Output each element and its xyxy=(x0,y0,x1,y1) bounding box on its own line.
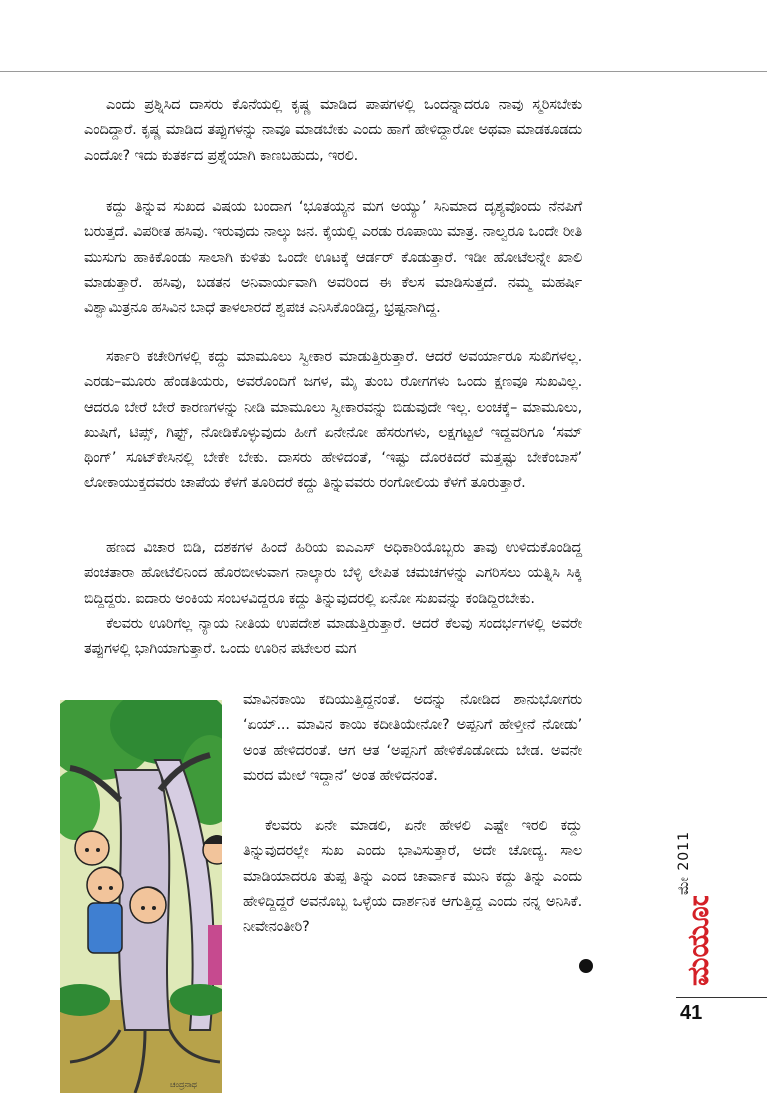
issue-date: ಮೇ 2011 xyxy=(676,831,692,895)
article-paragraph-5: ಕೆಲವರು ಊರಿಗೆಲ್ಲ ನ್ಯಾಯ ನೀತಿಯ ಉಪದೇಶ ಮಾಡುತ್ತಿರುತ್ತಾರೆ. ಆದರೆ ಕೆಲವು ಸಂದರ್ಭಗಳಲ್ಲಿ ಅವರೇ ತಪ್ಪುಗಳಲ್ಲಿ ಭಾಗಿಯಾಗುತ್ತಾರೆ. ಒಂದು ಊರಿನ ಪಟೇಲರ ಮಗ xyxy=(84,616,582,658)
end-of-article-bullet xyxy=(579,959,593,973)
header-divider xyxy=(0,71,767,72)
artist-signature: ಚಂದ್ರನಾಥ xyxy=(170,1080,197,1089)
tree-children-illustration xyxy=(60,700,222,1093)
magazine-logo xyxy=(678,896,714,992)
magazine-name: ಮಯೂರ xyxy=(681,896,714,986)
article-paragraph-1: ಎಂದು ಪ್ರಶ್ನಿಸಿದ ದಾಸರು ಕೊನೆಯಲ್ಲಿ ಕೃಷ್ಣ ಮಾಡಿದ ಪಾಪಗಳಲ್ಲಿ ಒಂದನ್ನಾದರೂ ನಾವು ಸ್ಮರಿಸಬೇಕು ಎಂದಿದ್ದಾರೆ. ಕೃಷ್ಣ ಮಾಡಿದ ತಪ್ಪುಗಳನ್ನು ನಾವೂ ಮಾಡಬೇಕು ಎಂದು ಹಾಗೆ ಹೇಳಿದ್ದಾರೋ ಅಥವಾ ಮಾಡಕೂಡದು ಎಂದೋ? ಇದು ಕುತರ್ಕದ ಪ್ರಶ್ನೆಯಾಗಿ ಕಾಣಬಹುದು, ಇರಲಿ. xyxy=(84,97,582,164)
footer-divider xyxy=(676,997,767,998)
illustration-drawing xyxy=(60,700,222,1093)
article-paragraph-4: ಹಣದ ವಿಚಾರ ಬಿಡಿ, ದಶಕಗಳ ಹಿಂದೆ ಹಿರಿಯ ಐಎಎಸ್ ಅಧಿಕಾರಿಯೊಬ್ಬರು ತಾವು ಉಳಿದುಕೊಂಡಿದ್ದ ಪಂಚತಾರಾ ಹೋಟೆಲಿನಿಂದ ಹೊರಬೀಳುವಾಗ ನಾಲ್ಕಾರು ಬೆಳ್ಳಿ ಲೇಪಿತ ಚಮಚಗಳನ್ನು ಎಗರಿಸಲು ಯತ್ನಿಸಿ ಸಿಕ್ಕಿ ಬಿದ್ದಿದ್ದರು. ಐದಾರು ಅಂಕಿಯ ಸಂಬಳವಿದ್ದರೂ ಕದ್ದು ತಿನ್ನುವುದರಲ್ಲಿ ಏನೋ ಸುಖವನ್ನು ಕಂಡಿದ್ದಿರಬೇಕು. xyxy=(84,540,582,607)
page-number: 41 xyxy=(680,1002,703,1024)
article-paragraph-2: ಕದ್ದು ತಿನ್ನುವ ಸುಖದ ವಿಷಯ ಬಂದಾಗ ‘ಭೂತಯ್ಯನ ಮಗ ಅಯ್ಯು’ ಸಿನಿಮಾದ ದೃಶ್ಯವೊಂದು ನೆನಪಿಗೆ ಬರುತ್ತದೆ. ವಿಪರೀತ ಹಸಿವು. ಇರುವುದು ನಾಲ್ಕು ಜನ. ಕೈಯಲ್ಲಿ ಎರಡು ರೂಪಾಯಿ ಮಾತ್ರ. ನಾಲ್ವರೂ ಒಂದೇ ರೀತಿ ಮುಸುಗು ಹಾಕಿಕೊಂಡು ಸಾಲಾಗಿ ಕುಳಿತು ಒಂದೇ ಊಟಕ್ಕೆ ಆರ್ಡರ್ ಕೊಡುತ್ತಾರೆ. ಇಡೀ ಹೋಟೆಲನ್ನೇ ಖಾಲಿ ಮಾಡುತ್ತಾರೆ. ಹಸಿವು, ಬಡತನ ಅನಿವಾರ್ಯವಾಗಿ ಅವರಿಂದ ಈ ಕೆಲಸ ಮಾಡಿಸುತ್ತದೆ. ನಮ್ಮ ಮಹರ್ಷಿ ವಿಶ್ವಾಮಿತ್ರನೂ ಹಸಿವಿನ ಬಾಧೆ ತಾಳಲಾರದೆ ಶ್ವಪಚ ಎನಿಸಿಕೊಂಡಿದ್ದ, ಭ್ರಷ್ಟನಾಗಿದ್ದ. xyxy=(84,199,582,317)
article-paragraph-6: ಕೆಲವರು ಏನೇ ಮಾಡಲಿ, ಏನೇ ಹೇಳಲಿ ಎಷ್ಟೇ ಇರಲಿ ಕದ್ದು ತಿನ್ನುವುದರಲ್ಲೇ ಸುಖ ಎಂದು ಭಾವಿಸುತ್ತಾರೆ, ಅದೇ ಚೋದ್ಯ. ಸಾಲ ಮಾಡಿಯಾದರೂ ತುಪ್ಪ ತಿನ್ನು ಎಂದ ಚಾರ್ವಾಕ ಮುನಿ ಕದ್ದು ತಿನ್ನು ಎಂದು ಹೇಳಿದ್ದಿದ್ದರೆ ಅವನೊಬ್ಬ ಒಳ್ಳೆಯ ದಾರ್ಶನಿಕ ಆಗುತ್ತಿದ್ದ ಎಂದು ನನ್ನ ಅನಿಸಿಕೆ. ನೀವೇನಂತೀರಿ? xyxy=(243,818,582,936)
article-paragraph-3: ಸರ್ಕಾರಿ ಕಚೇರಿಗಳಲ್ಲಿ ಕದ್ದು ಮಾಮೂಲು ಸ್ವೀಕಾರ ಮಾಡುತ್ತಿರುತ್ತಾರೆ. ಆದರೆ ಅವರ್ಯಾರೂ ಸುಖಿಗಳಲ್ಲ. ಎರಡು–ಮೂರು ಹೆಂಡತಿಯರು, ಅವರೊಂದಿಗೆ ಜಗಳ, ಮೈ ತುಂಬ ರೋಗಗಳು ಒಂದು ಕ್ಷಣವೂ ಸುಖವಿಲ್ಲ. ಆದರೂ ಬೇರೆ ಬೇರೆ ಕಾರಣಗಳನ್ನು ನೀಡಿ ಮಾಮೂಲು ಸ್ವೀಕಾರವನ್ನು ಬಿಡುವುದೇ ಇಲ್ಲ. ಲಂಚಕ್ಕೆ– ಮಾಮೂಲು, ಖುಷಿಗೆ, ಟಿಪ್ಸ್, ಗಿಫ್ಟ್, ನೋಡಿಕೊಳ್ಳುವುದು ಹೀಗೆ ಏನೇನೋ ಹೆಸರುಗಳು, ಲಕ್ಷಗಟ್ಟಲೆ ಇದ್ದವರಿಗೂ ‘ಸಮ್ ಥಿಂಗ್’ ಸೂಟ್‌ಕೇಸಿನಲ್ಲಿ ಬೇಕೇ ಬೇಕು. ದಾಸರು ಹೇಳಿದಂತೆ, ‘ಇಷ್ಟು ದೊರಕಿದರೆ ಮತ್ತಷ್ಟು ಬೇಕೆಂಬಾಸೆ’ ಲೋಕಾಯುಕ್ತದವರು ಚಾಪೆಯ ಕೆಳಗೆ ತೂರಿದರೆ ಕದ್ದು ತಿನ್ನುವವರು ರಂಗೋಲಿಯ ಕೆಳಗೆ ತೂರುತ್ತಾರೆ. xyxy=(84,349,582,492)
article-paragraph-5-continued: ಮಾವಿನಕಾಯಿ ಕದಿಯುತ್ತಿದ್ದನಂತೆ. ಅದನ್ನು ನೋಡಿದ ಶಾನುಭೋಗರು ‘ಏಯ್... ಮಾವಿನ ಕಾಯಿ ಕದೀತಿಯೇನೋ? ಅಪ್ಪನಿಗೆ ಹೇಳ್ತೀನೆ ನೋಡು’ ಅಂತ ಹೇಳಿದರಂತೆ. ಆಗ ಆತ ‘ಅಪ್ಪನಿಗೆ ಹೇಳಿಕೊಡೋದು ಬೇಡ. ಅವನೇ ಮರದ ಮೇಲೆ ಇದ್ದಾನೆ’ ಅಂತ ಹೇಳಿದನಂತೆ. xyxy=(243,692,582,784)
